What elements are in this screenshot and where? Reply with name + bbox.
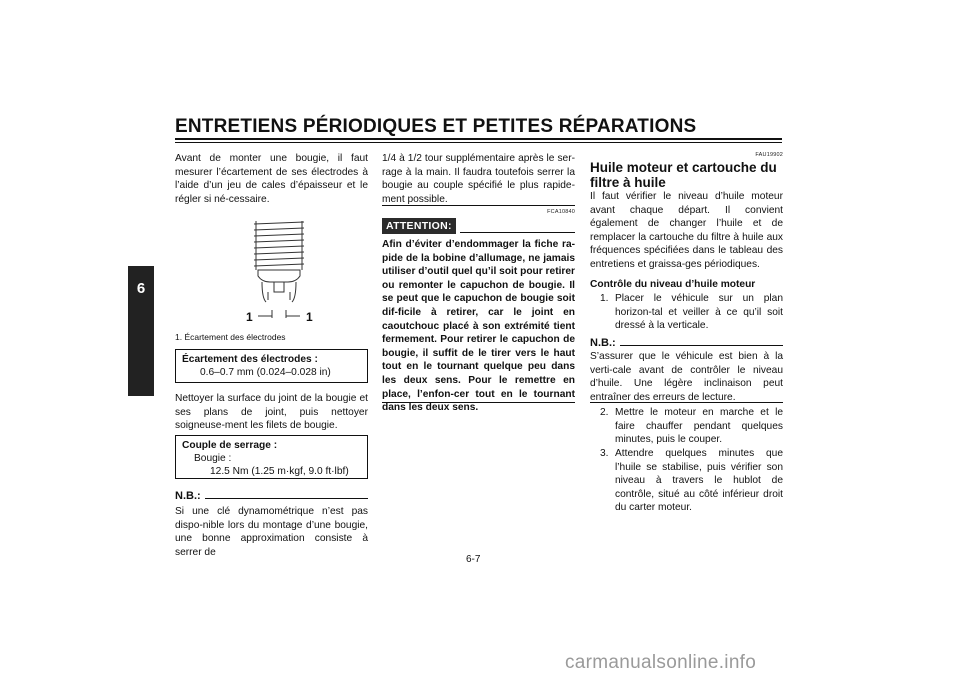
step-3-number: 3. — [600, 448, 609, 459]
chapter-tab — [128, 266, 154, 396]
header-rule — [175, 138, 782, 140]
attention-text: Afin d’éviter d’endommager la fiche ra-pide de la bobine d’allumage, ne jamais utiliser d’outil quel qu’il soit pour retirer ou remonter le capuchon de bougie. Il se peut que le capuchon de bougie soit dif-ficile à retirer, car le joint en caoutchouc placé à son extrémité tient fermement. Pour retirer le capuchon de bougie, il suffit de le tirer vers le haut tout en le tournant quelque peu dans les deux sens. Pour le remettre en place, l’enfon-cer tout en le tournant dans les deux sens. — [382, 239, 576, 414]
figure-label-left: 1 — [246, 310, 253, 324]
nb-label: N.B.: — [175, 490, 201, 502]
section-title — [590, 160, 783, 190]
attention-rule-bottom — [382, 402, 575, 403]
attention-heading — [382, 218, 575, 234]
nb-heading-1 — [175, 490, 368, 502]
torque-spec-box — [175, 435, 368, 479]
gap-spec-title: Écartement des électrodes : — [182, 354, 318, 365]
attention-rule-top — [382, 205, 575, 206]
attention-label: ATTENTION: — [382, 218, 456, 234]
nb-rule-2 — [620, 344, 783, 346]
step-2-text: Mettre le moteur en marche et le faire chauffer pendant quelques minutes, puis le couper. — [615, 407, 783, 446]
section-title-line-1: Huile moteur et cartouche du — [590, 160, 777, 175]
nb-rule — [205, 497, 368, 499]
gap-spec-value: 0.6–0.7 mm (0.024–0.028 in) — [200, 367, 331, 378]
nb-text-2: S’assurer que le véhicule est bien à la verti-cale avant de contrôler le niveau d’huile. Une légère inclinaison peut entraîner des erreurs de lecture. — [590, 351, 783, 403]
step-1-number: 1. — [600, 293, 609, 304]
header-rule-thin — [175, 142, 782, 143]
watermark: carmanualsonline.info — [565, 652, 757, 673]
step-1 — [590, 292, 783, 333]
page-title: ENTRETIENS PÉRIODIQUES ET PETITES RÉPARATIONS — [175, 116, 697, 137]
clean-plug-text: Nettoyer la surface du joint de la bougie et ses plans de joint, puis nettoyer soigneuse-ment les filets de bougie. — [175, 393, 368, 432]
nb-label-2: N.B.: — [590, 337, 616, 349]
spark-plug-intro: Avant de monter une bougie, il faut mesurer l’écartement de ses électrodes à l’aide d’un jeu de cales d’épaisseur et le régler si né-cessaire. — [175, 153, 368, 205]
nb-text-1: Si une clé dynamométrique n’est pas dispo-nible lors du montage d’une bougie, une bonne approximation consiste à serrer de — [175, 506, 368, 558]
attention-heading-rule — [460, 232, 575, 233]
oil-level-subheading: Contrôle du niveau d’huile moteur — [590, 279, 756, 290]
figure-label-right: 1 — [306, 310, 313, 324]
torque-continued-text: 1/4 à 1/2 tour supplémentaire après le ser-rage à la main. Il faudra toutefois serrer la bougie au couple spécifié le plus rapide-ment possible. — [382, 153, 575, 205]
section-code: FAU19902 — [755, 152, 783, 158]
oil-intro: Il faut vérifier le niveau d’huile moteur avant chaque départ. Il convient également de changer l’huile et de remplacer la cartouche du filtre à huile aux fréquences spécifiées dans le tableau des entretiens et graissa-ges périodiques. — [590, 191, 783, 270]
page-number: 6-7 — [466, 554, 481, 565]
section-title-line-2: filtre à huile — [590, 175, 666, 190]
spark-plug-figure — [232, 218, 322, 328]
step-3-text: Attendre quelques minutes que l’huile se stabilise, puis vérifier son niveau à travers le hublot de contrôle, situé au côté inférieur droit du carter moteur. — [615, 448, 783, 514]
step-1-text: Placer le véhicule sur un plan horizon-tal et veiller à ce qu’il soit dressé à la verticale. — [615, 293, 783, 332]
nb-rule-bottom-2 — [590, 402, 783, 403]
torque-spec-title: Couple de serrage : — [182, 440, 278, 451]
nb-heading-2 — [590, 337, 783, 349]
step-2 — [590, 406, 783, 447]
step-2-number: 2. — [600, 407, 609, 418]
torque-spec-value: 12.5 Nm (1.25 m·kgf, 9.0 ft·lbf) — [210, 466, 349, 477]
gap-spec-box — [175, 349, 368, 383]
torque-spec-item: Bougie : — [194, 453, 232, 464]
step-3 — [590, 447, 783, 515]
chapter-number: 6 — [136, 280, 146, 297]
figure-caption: 1. Écartement des électrodes — [175, 332, 286, 342]
attention-code: FCA10840 — [547, 209, 575, 215]
